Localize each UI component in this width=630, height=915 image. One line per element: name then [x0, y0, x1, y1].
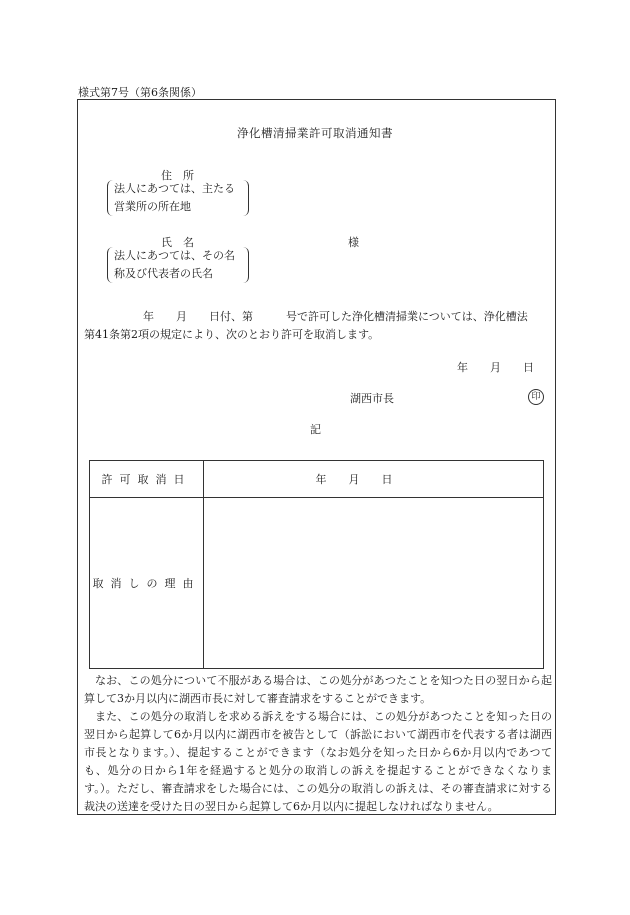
address-note-line1: 法人にあつては、主たる — [114, 182, 235, 195]
revocation-date-label: 許可取消日 — [90, 461, 204, 498]
seal-mark: 印 — [528, 389, 544, 405]
honorific-sama: 様 — [348, 236, 359, 249]
table-row-reason — [90, 498, 544, 669]
revocation-reason-label: 取消しの理由 — [90, 498, 204, 669]
notice-paragraph-2: また、この処分の取消しを求める訴えをする場合には、この処分があつたことを知った日の翌日から起算して6か月以内に湖西市を被告として（訴訟において湖西市を代表する者は湖西市長となります。）、提起することができます（なお処分を知った日から6か月以内であつても、処分の日から1年を経過すると処分の取消しの訴えを提起することができなくなります。）。ただし、審査請求をした場合には、この処分の取消しの訴えは、その審査請求に対する裁決の送達を受けた日の翌日から起算して6か月以内に提起しなければなりません。 — [84, 710, 552, 813]
issue-date: 年 月 日 — [457, 361, 534, 374]
table-row-date — [90, 461, 544, 498]
name-note-line1: 法人にあつては、その名 — [114, 249, 235, 262]
revocation-table — [89, 460, 544, 669]
form-number: 様式第7号（第6条関係） — [78, 86, 202, 99]
issuer-name: 湖西市長 — [350, 392, 394, 405]
address-note-line2: 営業所の所在地 — [114, 200, 191, 213]
revocation-date-value: 年 月 日 — [204, 461, 544, 498]
body-line1: 年 月 日付、第 号で許可した浄化槽清掃業については、浄化槽法 — [143, 310, 528, 323]
appeal-notice — [84, 672, 552, 816]
name-label: 氏 名 — [161, 236, 194, 249]
address-note-bracket — [107, 180, 249, 216]
name-note-bracket — [107, 247, 249, 283]
address-label: 住 所 — [161, 169, 194, 182]
body-line2: 第41条第2項の規定により、次のとおり許可を取消します。 — [84, 328, 380, 341]
notice-paragraph-1: なお、この処分について不服がある場合は、この処分があつたことを知つた日の翌日から起算して3か月以内に湖西市長に対して審査請求をすることができます。 — [84, 674, 552, 705]
name-note-line2: 称及び代表者の氏名 — [114, 267, 213, 280]
revocation-reason-value — [204, 498, 544, 669]
document-title: 浄化槽清掃業許可取消通知書 — [237, 126, 393, 140]
ki-heading: 記 — [310, 423, 321, 436]
